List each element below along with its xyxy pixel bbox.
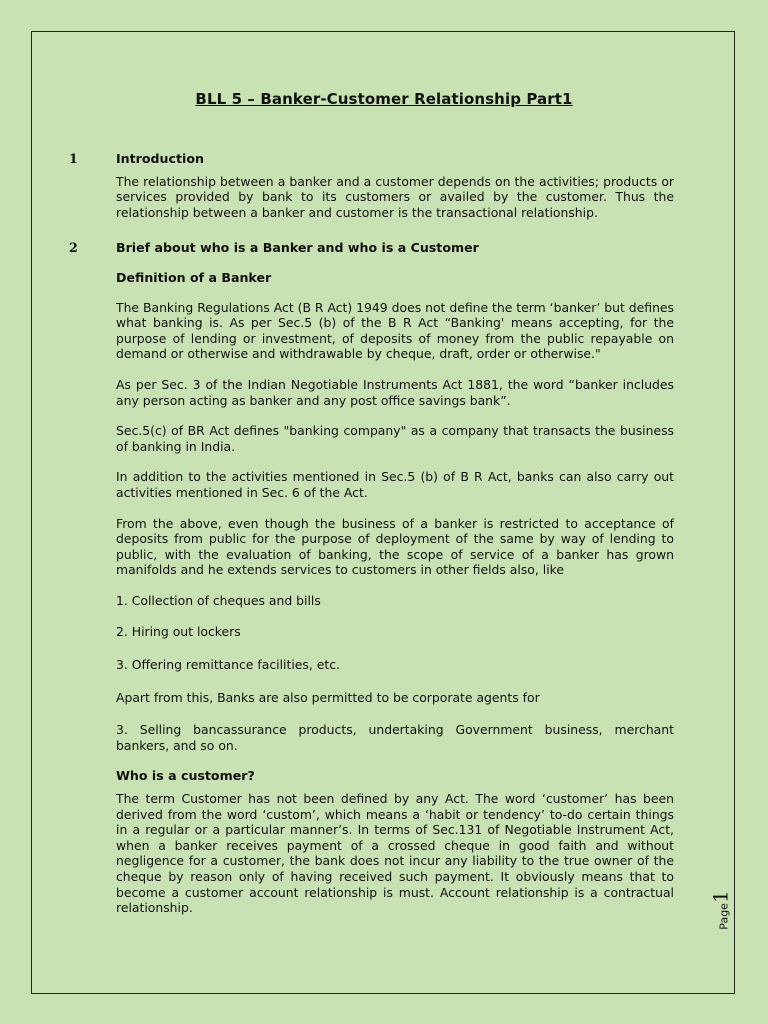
definition-of-banker-heading: Definition of a Banker [116,269,272,285]
document-body [69,151,674,931]
section-2-number: 2 [69,240,78,256]
banking-company-paragraph: Sec.5(c) of BR Act defines "banking company" as a company that transacts the business of banking in India. [116,423,674,454]
section-1-heading [69,151,674,167]
additional-activities-paragraph: In addition to the activities mentioned in Sec.5 (b) of B R Act, banks can also carry out activities mentioned in Sec. 6 of the Act. [116,469,674,500]
who-is-customer-heading: Who is a customer? [116,768,255,784]
list-item-bancassurance: 3. Selling bancassurance products, undertaking Government business, merchant bankers, and so on. [116,722,674,753]
page-number-marker [706,880,746,940]
section-1-number: 1 [69,151,78,166]
negotiable-instruments-paragraph: As per Sec. 3 of the Indian Negotiable Instruments Act 1881, the word “banker includes any person acting as banker and any post office savings bank”. [116,376,674,408]
introduction-paragraph: The relationship between a banker and a customer depends on the activities; products or services provided by bank to its customers or availed by the customer. Thus the relationship between a banker and customer is the transactional relationship. [116,173,674,220]
document-title: BLL 5 – Banker-Customer Relationship Part1 [195,90,573,108]
list-item-collection: 1. Collection of cheques and bills [116,592,321,608]
banker-definition-paragraph: The Banking Regulations Act (B R Act) 1949 does not define the term ‘banker’ but defines what banking is. As per Sec.5 (b) of the B R Act “Banking' means accepting, for the purpose of lending or investment, of deposits of money from the public repayable on demand or otherwise and withdrawable by cheque, draft, order or otherwise." [116,299,674,362]
scope-of-service-paragraph: From the above, even though the business of a banker is restricted to acceptance of deposits from public for the purpose of deployment of the same by way of lending to public, with the evaluation of banking, the scope of service of a banker has grown manifolds and he extends services to customers in other fields also, like [116,515,674,578]
section-2-title: Brief about who is a Banker and who is a Customer [116,240,479,256]
page-label: Page [717,903,731,930]
section-1-title: Introduction [116,151,204,166]
corporate-agents-paragraph: Apart from this, Banks are also permitted to be corporate agents for [116,689,540,705]
page-number: 1 [708,890,733,904]
list-item-lockers: 2. Hiring out lockers [116,624,241,640]
customer-definition-paragraph: The term Customer has not been defined by any Act. The word ‘customer’ has been derived from the word ‘custom’, which means a ‘habit or tendency’ to-do certain things in a regular or a particular manner’s. In terms of Sec.131 of Negotiable Instrument Act, when a banker receives payment of a crossed cheque in good faith and without negligence for a customer, the bank does not incur any liability to the true owner of the cheque by reason only of having received such payment. It obviously means that to become a customer account relationship is must. Account relationship is a contractual relationship. [116,791,674,916]
section-2-heading [69,240,674,256]
list-item-remittance: 3. Offering remittance facilities, etc. [116,657,340,673]
